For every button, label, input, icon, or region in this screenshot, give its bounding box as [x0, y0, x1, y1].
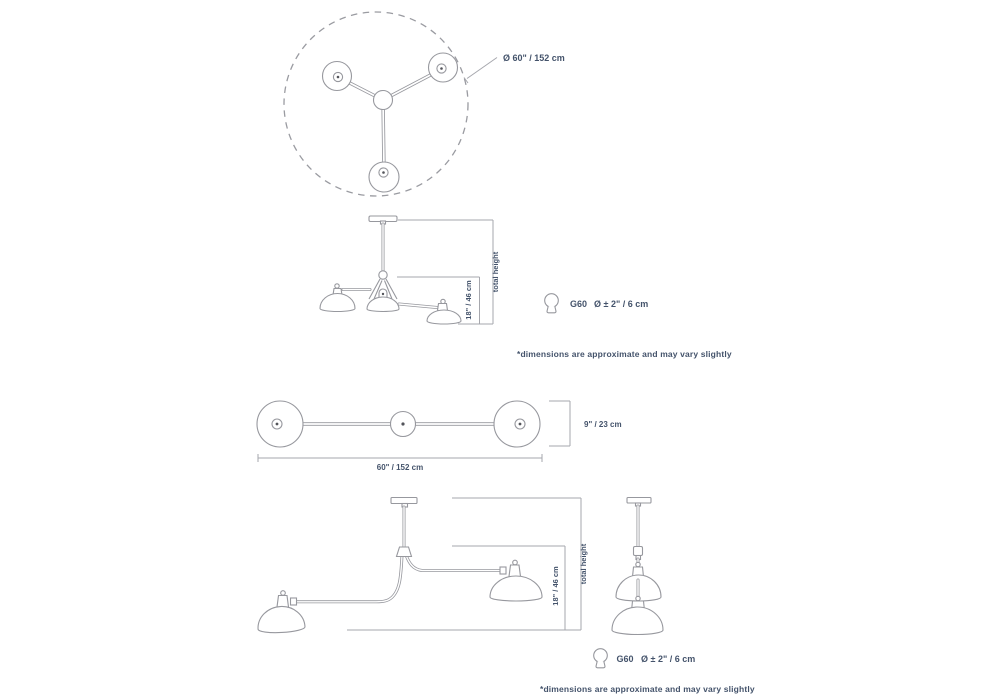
three-arm-bulb-spec	[545, 294, 649, 313]
two-arm-end-view	[612, 498, 663, 635]
bulb-holder-dot-bottom	[382, 171, 385, 174]
right-arm-inner	[406, 555, 501, 571]
shade-drop-label: 18" / 46 cm	[551, 566, 560, 606]
hub-circle	[374, 91, 393, 110]
bulb-holder-dot-left	[276, 423, 279, 426]
left-socket-knob	[335, 284, 339, 288]
total-height-dim-line	[347, 498, 581, 630]
bulb-icon	[545, 294, 559, 308]
left-shade	[320, 294, 355, 312]
right-socket	[438, 304, 448, 311]
right-arm	[406, 555, 501, 571]
bulb-type-label: G60	[570, 299, 588, 309]
shade-drop-label: 18" / 46 cm	[464, 280, 473, 320]
bulb-icon-base	[596, 661, 605, 668]
right-shade	[427, 310, 461, 324]
width-dim-line	[258, 454, 542, 462]
left-arm-clamp	[291, 598, 297, 605]
ceiling-canopy	[391, 498, 417, 504]
upper-socket-knob	[636, 562, 640, 566]
two-arm-side-view	[257, 498, 588, 634]
three-arm-side-view	[320, 216, 500, 324]
lower-socket-knob	[636, 596, 640, 600]
total-height-label: total height	[579, 543, 588, 585]
right-socket	[509, 565, 521, 577]
center-shade	[367, 297, 399, 312]
cone-apex-ring	[379, 271, 387, 279]
left-arm	[294, 555, 402, 602]
bulb-holder-dot-right	[519, 423, 522, 426]
two-arm-plan-view	[257, 401, 622, 472]
width-label: 60" / 152 cm	[376, 463, 424, 472]
center-socket-dot	[382, 293, 384, 295]
hub-dot	[401, 422, 404, 425]
arm-junction	[397, 547, 412, 557]
lower-shade	[612, 607, 663, 635]
diameter-label: Ø 60" / 152 cm	[503, 53, 565, 63]
right-socket-knob	[513, 560, 518, 565]
right-shade	[490, 576, 542, 601]
left-arm-inner	[294, 555, 402, 602]
diameter-leader-line	[467, 58, 497, 79]
bulb-holder-dot-upper-right	[440, 67, 443, 70]
arm-bottom-inner	[383, 100, 384, 169]
shade-depth-dim-line	[549, 401, 570, 446]
bulb-diameter-label: Ø ± 2" / 6 cm	[641, 654, 696, 664]
total-height-label: total height	[491, 251, 500, 293]
right-arm-clamp	[500, 567, 506, 574]
left-socket	[277, 596, 289, 608]
left-socket-knob	[281, 591, 286, 596]
bulb-diameter-label: Ø ± 2" / 6 cm	[594, 299, 649, 309]
dimensions-disclaimer-bottom: *dimensions are approximate and may vary slightly	[540, 684, 755, 694]
left-shade	[257, 605, 305, 633]
bulb-icon	[594, 649, 608, 663]
two-arm-bulb-spec	[594, 649, 696, 668]
shade-depth-label: 9" / 23 cm	[584, 420, 622, 429]
dimensions-disclaimer-top: *dimensions are approximate and may vary slightly	[517, 349, 732, 359]
rod-connector	[634, 547, 643, 556]
three-arm-plan-view	[284, 12, 565, 196]
bulb-icon-base	[547, 306, 556, 313]
bulb-type-label: G60	[616, 654, 634, 664]
bulb-holder-dot-upper-left	[337, 76, 340, 79]
ceiling-canopy	[627, 498, 651, 504]
